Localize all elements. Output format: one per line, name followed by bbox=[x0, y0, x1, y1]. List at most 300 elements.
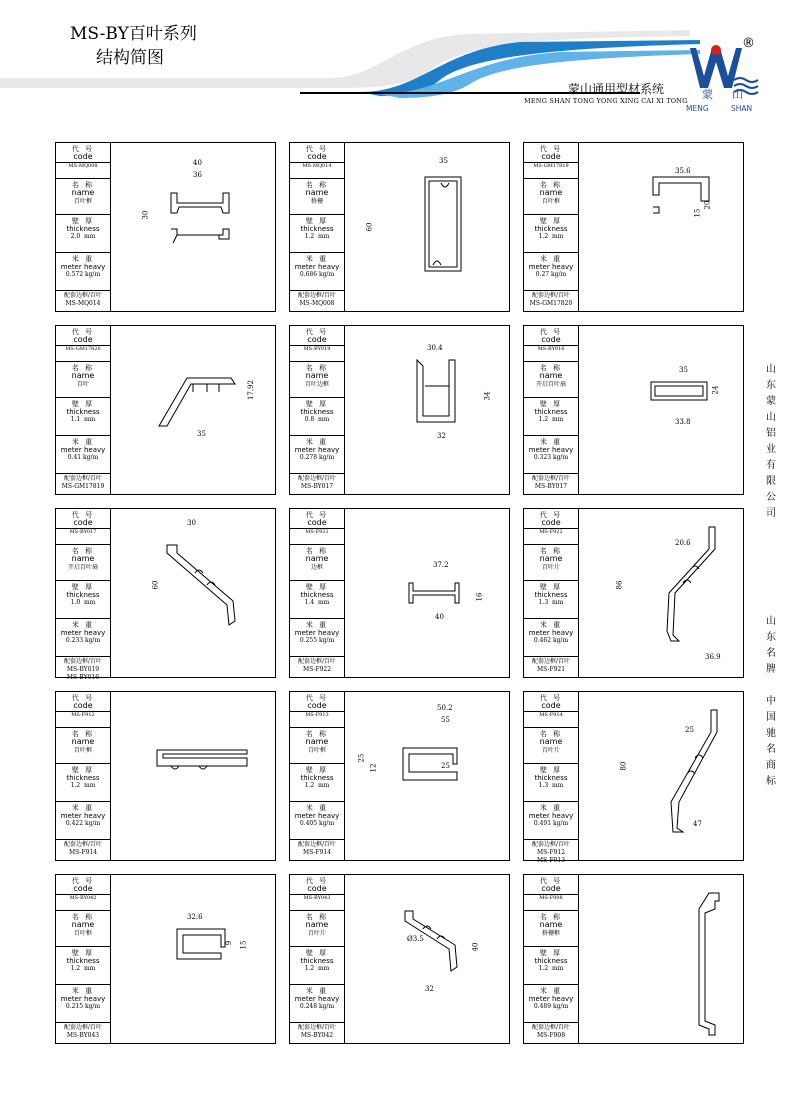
thickness-unit: mm bbox=[551, 233, 564, 240]
name-label-en: name bbox=[71, 554, 95, 563]
label-column bbox=[56, 509, 111, 681]
thickness-cell bbox=[56, 581, 110, 619]
code-label-cn: 代 号 bbox=[71, 877, 95, 885]
registered-mark: ® bbox=[742, 36, 755, 51]
weight-label-cn: 米 重 bbox=[305, 804, 329, 812]
dimension-label: 37.2 bbox=[433, 561, 449, 569]
side-text-company bbox=[764, 362, 778, 522]
name-label-cn: 名 称 bbox=[305, 547, 329, 555]
thickness-cell bbox=[56, 947, 110, 985]
dimension-label: 36 bbox=[193, 171, 202, 179]
weight-cell bbox=[290, 802, 344, 840]
weight-value: 0.572 bbox=[65, 271, 84, 278]
name-label-en: name bbox=[539, 554, 563, 563]
match-cell bbox=[524, 474, 578, 494]
weight-value: 0.278 bbox=[299, 454, 318, 461]
code-label-en: code bbox=[73, 335, 93, 344]
profile-section-icon bbox=[345, 692, 509, 860]
thickness-value: 1.2 bbox=[304, 782, 315, 789]
name-label-en: name bbox=[305, 737, 329, 746]
weight-value: 0.248 bbox=[299, 1003, 318, 1010]
name-label-en: name bbox=[71, 188, 95, 197]
dimension-label: 32.6 bbox=[187, 913, 203, 921]
weight-label-cn: 米 重 bbox=[539, 987, 563, 995]
match-cell bbox=[524, 657, 578, 677]
thickness-unit: mm bbox=[83, 599, 96, 606]
match-label: 配套边框/百叶 bbox=[63, 292, 103, 299]
thickness-value: 1.2 bbox=[304, 965, 315, 972]
dimension-label: 30 bbox=[141, 210, 150, 220]
match-label: 配套边框/百叶 bbox=[63, 1024, 103, 1031]
thickness-unit: mm bbox=[551, 965, 564, 972]
thickness-label-cn: 壁 厚 bbox=[539, 583, 563, 591]
label-column bbox=[524, 875, 579, 1043]
weight-label-en: meter heavy bbox=[528, 263, 574, 271]
name-cell bbox=[524, 911, 578, 947]
weight-label-cn: 米 重 bbox=[539, 621, 563, 629]
profile-card bbox=[55, 508, 276, 681]
weight-label-en: meter heavy bbox=[60, 812, 106, 820]
weight-label-en: meter heavy bbox=[528, 629, 574, 637]
name-value: 格栅框 bbox=[541, 930, 560, 937]
thickness-label-en: thickness bbox=[534, 957, 568, 965]
name-label-en: name bbox=[305, 188, 329, 197]
thickness-cell bbox=[290, 581, 344, 619]
code-label-cn: 代 号 bbox=[305, 328, 329, 336]
thickness-label-cn: 壁 厚 bbox=[305, 400, 329, 408]
thickness-unit: mm bbox=[317, 599, 330, 606]
code-label-en: code bbox=[73, 701, 93, 710]
code-cell bbox=[290, 875, 344, 911]
name-cell bbox=[290, 545, 344, 581]
side-char: 名 bbox=[766, 744, 776, 755]
weight-label-en: meter heavy bbox=[294, 995, 340, 1003]
profile-card bbox=[55, 142, 276, 312]
profile-card bbox=[523, 691, 744, 864]
dimension-label: 12 bbox=[369, 763, 378, 773]
thickness-value: 1.2 bbox=[538, 416, 549, 423]
name-label-cn: 名 称 bbox=[305, 181, 329, 189]
side-char: 中 bbox=[766, 696, 776, 707]
code-label-en: code bbox=[541, 518, 561, 527]
name-label-cn: 名 称 bbox=[71, 913, 95, 921]
thickness-label-cn: 壁 厚 bbox=[71, 400, 95, 408]
profile-section-icon bbox=[579, 326, 743, 494]
thickness-unit: mm bbox=[317, 416, 330, 423]
side-char: 商 bbox=[766, 760, 776, 771]
weight-cell bbox=[290, 985, 344, 1023]
weight-value: 0.462 bbox=[533, 637, 552, 644]
thickness-label-cn: 壁 厚 bbox=[71, 949, 95, 957]
weight-label-cn: 米 重 bbox=[305, 255, 329, 263]
weight-cell bbox=[56, 802, 110, 840]
profile-section-icon bbox=[345, 875, 509, 1043]
dimension-label: 15 bbox=[693, 208, 702, 218]
weight-label-cn: 米 重 bbox=[71, 621, 95, 629]
weight-label-en: meter heavy bbox=[60, 446, 106, 454]
code-label-cn: 代 号 bbox=[539, 145, 563, 153]
code-cell bbox=[290, 692, 344, 728]
weight-cell bbox=[524, 619, 578, 657]
profile-drawing bbox=[345, 143, 509, 311]
code-label-cn: 代 号 bbox=[71, 328, 95, 336]
code-value: MS-F913 bbox=[290, 711, 344, 719]
weight-cell bbox=[524, 436, 578, 474]
dimension-label: 20 bbox=[703, 200, 712, 210]
profile-card bbox=[523, 874, 744, 1044]
code-cell bbox=[56, 143, 110, 179]
code-value: MS-MQ014 bbox=[290, 162, 344, 170]
thickness-label-cn: 壁 厚 bbox=[539, 766, 563, 774]
thickness-unit: mm bbox=[317, 782, 330, 789]
dimension-label: 35.6 bbox=[675, 167, 691, 175]
weight-unit: kg/m bbox=[552, 820, 569, 827]
code-cell bbox=[524, 875, 578, 911]
code-cell bbox=[524, 326, 578, 362]
label-column bbox=[524, 509, 579, 677]
name-label-cn: 名 称 bbox=[539, 913, 563, 921]
weight-value: 0.323 bbox=[533, 454, 552, 461]
weight-unit: kg/m bbox=[318, 1003, 335, 1010]
dimension-label: 9 bbox=[225, 940, 234, 946]
match-cell bbox=[290, 291, 344, 311]
profile-drawing bbox=[111, 875, 275, 1043]
code-cell bbox=[524, 509, 578, 545]
logo-char-1: 蒙 bbox=[702, 88, 713, 101]
weight-label-cn: 米 重 bbox=[305, 987, 329, 995]
side-char: 东 bbox=[766, 380, 776, 391]
code-label-cn: 代 号 bbox=[305, 145, 329, 153]
weight-unit: kg/m bbox=[551, 271, 567, 278]
profile-drawing bbox=[345, 875, 509, 1043]
weight-label-en: meter heavy bbox=[60, 629, 106, 637]
dimension-label: 34 bbox=[483, 391, 492, 401]
match-label: 配套边框/百叶 bbox=[297, 658, 337, 665]
code-value: MS-BY042 bbox=[56, 894, 110, 902]
match-label: 配套边框/百叶 bbox=[531, 1024, 571, 1031]
dimension-label: 60 bbox=[365, 222, 374, 232]
name-cell bbox=[524, 362, 578, 398]
name-label-en: name bbox=[71, 920, 95, 929]
thickness-label-cn: 壁 厚 bbox=[539, 949, 563, 957]
weight-value: 0.489 bbox=[533, 1003, 552, 1010]
code-value: MS-BY043 bbox=[290, 894, 344, 902]
code-cell bbox=[290, 326, 344, 362]
label-column bbox=[290, 509, 345, 677]
name-label-cn: 名 称 bbox=[539, 547, 563, 555]
name-cell bbox=[56, 728, 110, 764]
weight-cell bbox=[524, 985, 578, 1023]
match-label: 配套边框/百叶 bbox=[63, 841, 103, 848]
side-char: 司 bbox=[766, 508, 776, 519]
code-label-cn: 代 号 bbox=[71, 694, 95, 702]
match-value-2: MS-F913 bbox=[536, 857, 566, 864]
code-label-en: code bbox=[307, 335, 327, 344]
match-label: 配套边框/百叶 bbox=[531, 475, 571, 482]
dimension-label: 32 bbox=[425, 985, 434, 993]
name-value: 百叶框 bbox=[541, 198, 560, 205]
dimension-label: 32 bbox=[437, 432, 446, 440]
weight-label-cn: 米 重 bbox=[539, 438, 563, 446]
match-value: MS-F908 bbox=[536, 1032, 566, 1039]
weight-value: 0.233 bbox=[65, 637, 84, 644]
thickness-value: 1.2 bbox=[538, 965, 549, 972]
weight-label-cn: 米 重 bbox=[305, 621, 329, 629]
profile-section-icon bbox=[111, 326, 275, 494]
profile-card bbox=[523, 325, 744, 495]
weight-value: 0.215 bbox=[65, 1003, 84, 1010]
code-label-cn: 代 号 bbox=[305, 694, 329, 702]
dimension-label: 24 bbox=[711, 385, 720, 395]
name-label-cn: 名 称 bbox=[305, 913, 329, 921]
code-label-en: code bbox=[73, 884, 93, 893]
thickness-cell bbox=[56, 398, 110, 436]
code-value: MS-F922 bbox=[524, 528, 578, 536]
weight-label-cn: 米 重 bbox=[539, 255, 563, 263]
thickness-value: 1.1 bbox=[70, 416, 81, 423]
title-line-2: 结构简图 bbox=[96, 48, 164, 68]
weight-label-cn: 米 重 bbox=[71, 438, 95, 446]
match-label: 配套边框/百叶 bbox=[297, 292, 337, 299]
profile-drawing bbox=[345, 326, 509, 494]
weight-unit: kg/m bbox=[552, 1003, 569, 1010]
name-value: 百叶框 bbox=[307, 747, 326, 754]
side-char: 限 bbox=[766, 476, 776, 487]
match-cell bbox=[56, 657, 110, 681]
thickness-unit: mm bbox=[551, 599, 564, 606]
name-value: 开启百叶扇 bbox=[67, 564, 98, 571]
name-label-en: name bbox=[539, 188, 563, 197]
weight-cell bbox=[290, 436, 344, 474]
thickness-cell bbox=[56, 215, 110, 253]
thickness-label-cn: 壁 厚 bbox=[305, 766, 329, 774]
match-value-2: MS-BY016 bbox=[66, 674, 100, 681]
thickness-unit: mm bbox=[83, 965, 96, 972]
weight-label-cn: 米 重 bbox=[71, 804, 95, 812]
match-value: MS-F914 bbox=[68, 849, 98, 856]
weight-value: 0.422 bbox=[65, 820, 84, 827]
side-text-trademark bbox=[764, 694, 778, 790]
side-char: 国 bbox=[766, 712, 776, 723]
code-value: MS-F914 bbox=[524, 711, 578, 719]
name-cell bbox=[524, 179, 578, 215]
thickness-label-cn: 壁 厚 bbox=[71, 217, 95, 225]
profile-drawing bbox=[111, 143, 275, 311]
name-value: 格栅 bbox=[310, 198, 323, 205]
dimension-label: 40 bbox=[471, 942, 480, 952]
code-label-en: code bbox=[73, 152, 93, 161]
label-column bbox=[524, 692, 579, 864]
thickness-cell bbox=[290, 398, 344, 436]
label-column bbox=[524, 326, 579, 494]
match-cell bbox=[524, 1023, 578, 1043]
profile-section-icon bbox=[111, 143, 275, 311]
code-label-en: code bbox=[541, 152, 561, 161]
code-label-en: code bbox=[541, 884, 561, 893]
dimension-label: 40 bbox=[193, 159, 202, 167]
code-value: MS-F921 bbox=[290, 528, 344, 536]
match-label: 配套边框/百叶 bbox=[297, 1024, 337, 1031]
code-cell bbox=[524, 143, 578, 179]
dimension-label: 30.4 bbox=[427, 344, 443, 352]
name-value: 百叶框 bbox=[73, 198, 92, 205]
code-label-cn: 代 号 bbox=[539, 877, 563, 885]
thickness-label-en: thickness bbox=[66, 774, 100, 782]
thickness-cell bbox=[524, 764, 578, 802]
side-char: 山 bbox=[766, 412, 776, 423]
match-value: MS-MQ008 bbox=[299, 300, 335, 307]
match-value: MS-GM17820 bbox=[529, 300, 573, 307]
profile-section-icon bbox=[579, 143, 743, 311]
thickness-label-cn: 壁 厚 bbox=[305, 583, 329, 591]
profile-card bbox=[55, 325, 276, 495]
weight-label-en: meter heavy bbox=[294, 812, 340, 820]
code-cell bbox=[524, 692, 578, 728]
name-cell bbox=[56, 911, 110, 947]
side-text-brand bbox=[764, 614, 778, 678]
name-cell bbox=[290, 728, 344, 764]
profile-section-icon bbox=[579, 692, 743, 860]
match-value: MS-F922 bbox=[302, 666, 332, 673]
match-cell bbox=[524, 291, 578, 311]
dimension-label: Ø3.5 bbox=[407, 935, 424, 943]
thickness-label-en: thickness bbox=[66, 957, 100, 965]
code-label-en: code bbox=[307, 152, 327, 161]
weight-cell bbox=[56, 253, 110, 291]
thickness-label-cn: 壁 厚 bbox=[305, 949, 329, 957]
match-cell bbox=[290, 657, 344, 677]
match-value: MS-BY042 bbox=[300, 1032, 334, 1039]
code-cell bbox=[56, 692, 110, 728]
thickness-cell bbox=[524, 581, 578, 619]
thickness-cell bbox=[56, 764, 110, 802]
name-value: 百叶片 bbox=[541, 747, 560, 754]
weight-unit: kg/m bbox=[318, 454, 335, 461]
company-pinyin: MENG SHAN TONG YONG XING CAI XI TONG bbox=[524, 97, 688, 105]
name-value: 边框 bbox=[310, 564, 323, 571]
dimension-label: 80 bbox=[619, 761, 628, 771]
code-value: MS-MQ008 bbox=[56, 162, 110, 170]
label-column bbox=[290, 875, 345, 1043]
match-label: 配套边框/百叶 bbox=[63, 475, 103, 482]
thickness-value: 1.0 bbox=[70, 599, 81, 606]
dimension-label: 25 bbox=[357, 753, 366, 763]
name-value: 百叶片 bbox=[307, 930, 326, 937]
dimension-label: 16 bbox=[475, 592, 484, 602]
thickness-unit: mm bbox=[83, 782, 96, 789]
thickness-value: 1.2 bbox=[304, 233, 315, 240]
match-value: MS-BY017 bbox=[300, 483, 334, 490]
dimension-label: 30 bbox=[187, 519, 196, 527]
code-label-en: code bbox=[541, 335, 561, 344]
code-label-en: code bbox=[541, 701, 561, 710]
side-char: 公 bbox=[766, 492, 776, 503]
thickness-unit: mm bbox=[317, 965, 330, 972]
page-title bbox=[70, 22, 197, 70]
code-value: MS-BY017 bbox=[56, 528, 110, 536]
thickness-label-en: thickness bbox=[300, 591, 334, 599]
dimension-label: 40 bbox=[435, 613, 444, 621]
thickness-label-en: thickness bbox=[300, 225, 334, 233]
match-cell bbox=[524, 840, 578, 864]
profile-section-icon bbox=[345, 509, 509, 677]
name-label-en: name bbox=[305, 920, 329, 929]
name-label-en: name bbox=[539, 737, 563, 746]
thickness-label-en: thickness bbox=[300, 957, 334, 965]
profile-section-icon bbox=[111, 875, 275, 1043]
thickness-value: 1.4 bbox=[304, 599, 315, 606]
profile-drawing bbox=[111, 692, 275, 860]
name-label-cn: 名 称 bbox=[305, 364, 329, 372]
code-label-cn: 代 号 bbox=[71, 145, 95, 153]
code-label-en: code bbox=[307, 518, 327, 527]
profile-section-icon bbox=[111, 509, 275, 677]
logo-char-2: 山 bbox=[732, 88, 743, 101]
match-cell bbox=[56, 474, 110, 494]
profile-drawing bbox=[579, 692, 743, 860]
thickness-cell bbox=[524, 215, 578, 253]
match-cell bbox=[56, 291, 110, 311]
weight-cell bbox=[56, 619, 110, 657]
name-label-en: name bbox=[71, 371, 95, 380]
code-label-en: code bbox=[73, 518, 93, 527]
code-cell bbox=[56, 326, 110, 362]
weight-cell bbox=[56, 436, 110, 474]
weight-unit: kg/m bbox=[84, 271, 101, 278]
name-label-cn: 名 称 bbox=[71, 364, 95, 372]
code-label-cn: 代 号 bbox=[305, 877, 329, 885]
thickness-label-en: thickness bbox=[66, 408, 100, 416]
thickness-label-en: thickness bbox=[534, 408, 568, 416]
profile-drawing bbox=[111, 509, 275, 677]
profile-section-icon bbox=[579, 509, 743, 677]
name-label-en: name bbox=[71, 737, 95, 746]
thickness-unit: mm bbox=[83, 416, 96, 423]
profile-card bbox=[289, 325, 510, 495]
thickness-label-en: thickness bbox=[534, 774, 568, 782]
code-label-cn: 代 号 bbox=[305, 511, 329, 519]
match-label: 配套边框/百叶 bbox=[297, 841, 337, 848]
weight-unit: kg/m bbox=[84, 637, 101, 644]
dimension-label: 15 bbox=[239, 940, 248, 950]
weight-cell bbox=[524, 802, 578, 840]
profile-drawing bbox=[579, 143, 743, 311]
thickness-value: 1.2 bbox=[538, 233, 549, 240]
name-value: 百叶框 bbox=[73, 747, 92, 754]
name-label-en: name bbox=[305, 371, 329, 380]
dimension-label: 35 bbox=[679, 366, 688, 374]
dimension-label: 25 bbox=[441, 762, 450, 770]
weight-label-en: meter heavy bbox=[294, 629, 340, 637]
name-cell bbox=[56, 545, 110, 581]
weight-unit: kg/m bbox=[83, 454, 99, 461]
thickness-unit: mm bbox=[551, 782, 564, 789]
thickness-label-en: thickness bbox=[66, 225, 100, 233]
code-value: MS-BY019 bbox=[290, 345, 344, 353]
dimension-label: 55 bbox=[441, 716, 450, 724]
weight-label-en: meter heavy bbox=[294, 446, 340, 454]
code-label-cn: 代 号 bbox=[539, 694, 563, 702]
title-line-1: MS-BY百叶系列 bbox=[70, 24, 197, 44]
code-label-en: code bbox=[307, 701, 327, 710]
dimension-label: 25 bbox=[685, 726, 694, 734]
code-label-cn: 代 号 bbox=[71, 511, 95, 519]
thickness-cell bbox=[524, 947, 578, 985]
side-char: 标 bbox=[766, 776, 776, 787]
side-char: 山 bbox=[766, 616, 776, 627]
thickness-label-en: thickness bbox=[300, 774, 334, 782]
weight-label-en: meter heavy bbox=[294, 263, 340, 271]
